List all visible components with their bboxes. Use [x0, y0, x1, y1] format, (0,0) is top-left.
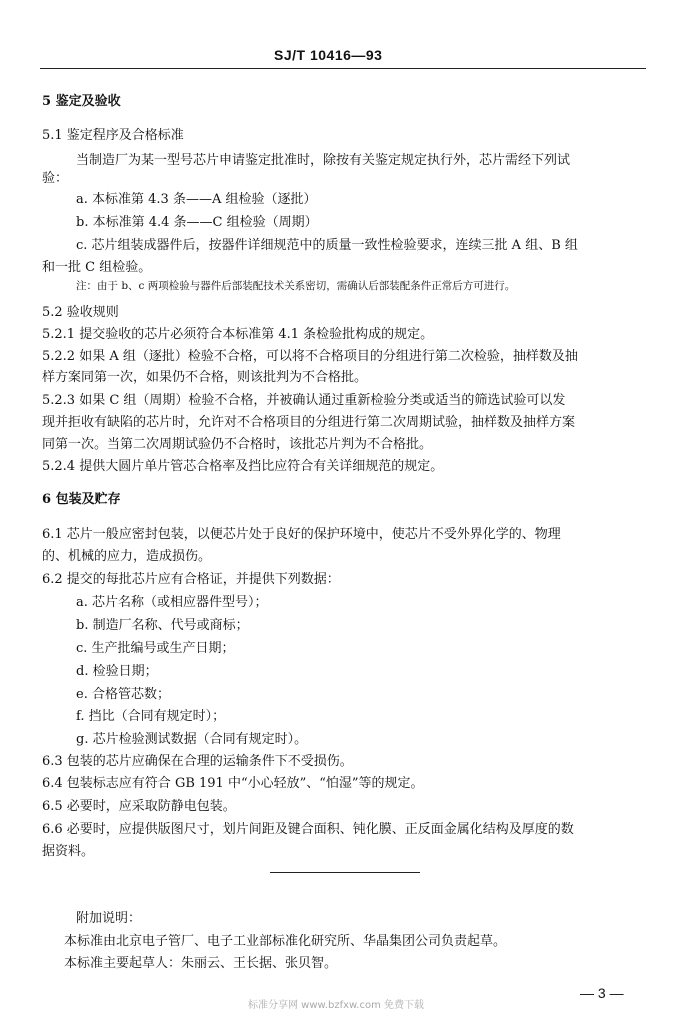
section-5-1-item-c: c. 芯片组装成器件后，按器件详细规范中的质量一致性检验要求，连续三批 A 组、B 组 [76, 238, 578, 253]
clause-6-4: 6.4 包装标志应有符合 GB 191 中“小心轻放”、“怕湿”等的规定。 [42, 776, 424, 791]
clause-5-2-3-line2: 现并拒收有缺陷的芯片时，允许对不合格项目的分组进行第二次周期试验，抽样数及抽样方案 [42, 415, 576, 430]
section-5-1-intro-line2: 验： [42, 171, 69, 186]
clause-5-2-3-line3: 同第一次。当第二次周期试验仍不合格时，该批芯片判为不合格批。 [42, 437, 433, 452]
addendum-line1: 本标准由北京电子管厂、电子工业部标准化研究所、华晶集团公司负责起草。 [64, 934, 507, 949]
watermark-footer: 标准分享网 www.bzfxw.com 免费下载 [248, 1000, 424, 1011]
section-5-1-note: 注：由于 b、c 两项检验与器件后部装配技术关系密切，需确认后部装配条件正常后方可进行。 [76, 280, 516, 292]
addendum-title: 附加说明： [76, 911, 142, 926]
clause-6-2-item-c: c. 生产批编号或生产日期； [76, 641, 235, 656]
clause-6-2-item-a: a. 芯片名称（或相应器件型号）； [76, 595, 268, 610]
clause-6-2-item-d: d. 检验日期； [76, 664, 158, 679]
clause-5-2-3-line1: 5.2.3 如果 C 组（周期）检验不合格，并被确认通过重新检验分类或适当的筛选试验可以发 [42, 393, 566, 408]
section-5-1-item-a: a. 本标准第 4.3 条——A 组检验（逐批） [76, 192, 317, 207]
clause-6-6-line2: 据资料。 [42, 844, 95, 859]
clause-6-2-item-g: g. 芯片检验测试数据（合同有规定时）。 [76, 732, 308, 747]
clause-6-2: 6.2 提交的每批芯片应有合格证，并提供下列数据： [42, 572, 340, 587]
header-rule [40, 68, 646, 69]
page-number: — 3 — [580, 985, 624, 1001]
clause-6-2-item-f: f. 挡比（合同有规定时）； [76, 709, 226, 724]
section-5-1-heading: 5.1 鉴定程序及合格标准 [42, 128, 184, 143]
addendum-line2: 本标准主要起草人：朱丽云、王长据、张贝智。 [64, 956, 338, 971]
clause-5-2-1: 5.2.1 提交验收的芯片必须符合本标准第 4.1 条检验批构成的规定。 [42, 327, 434, 342]
separator-rule [270, 872, 420, 873]
clause-6-3: 6.3 包装的芯片应确保在合理的运输条件下不受损伤。 [42, 754, 353, 769]
document-header: SJ/T 10416—93 [274, 47, 383, 63]
section-5-1-item-b: b. 本标准第 4.4 条——C 组检验（周期） [76, 215, 318, 230]
section-5-1-item-c-line2: 和一批 C 组检验。 [42, 260, 152, 275]
clause-6-1-line2: 的、机械的应力，造成损伤。 [42, 549, 212, 564]
clause-6-6-line1: 6.6 必要时，应提供版图尺寸，划片间距及键合面积、钝化膜、正反面金属化结构及厚度的数 [42, 822, 574, 837]
section-6-title: 6 包装及贮存 [42, 492, 121, 507]
section-5-title: 5 鉴定及验收 [42, 94, 121, 109]
clause-6-2-item-b: b. 制造厂名称、代号或商标； [76, 618, 249, 633]
clause-6-2-item-e: e. 合格管芯数； [76, 687, 170, 702]
clause-5-2-4: 5.2.4 提供大圆片单片管芯合格率及挡比应符合有关详细规范的规定。 [42, 459, 444, 474]
clause-5-2-2-line2: 样方案同第一次，如果仍不合格，则该批判为不合格批。 [42, 370, 368, 385]
clause-6-5: 6.5 必要时，应采取防静电包装。 [42, 799, 236, 814]
clause-6-1-line1: 6.1 芯片一般应密封包装，以便芯片处于良好的保护环境中，使芯片不受外界化学的、物理 [42, 527, 561, 542]
section-5-1-intro-line1: 当制造厂为某一型号芯片申请鉴定批准时，除按有关鉴定规定执行外，芯片需经下列试 [76, 153, 571, 168]
section-5-2-heading: 5.2 验收规则 [42, 305, 119, 320]
clause-5-2-2-line1: 5.2.2 如果 A 组（逐批）检验不合格，可以将不合格项目的分组进行第二次检验，抽样数及抽 [42, 349, 578, 364]
